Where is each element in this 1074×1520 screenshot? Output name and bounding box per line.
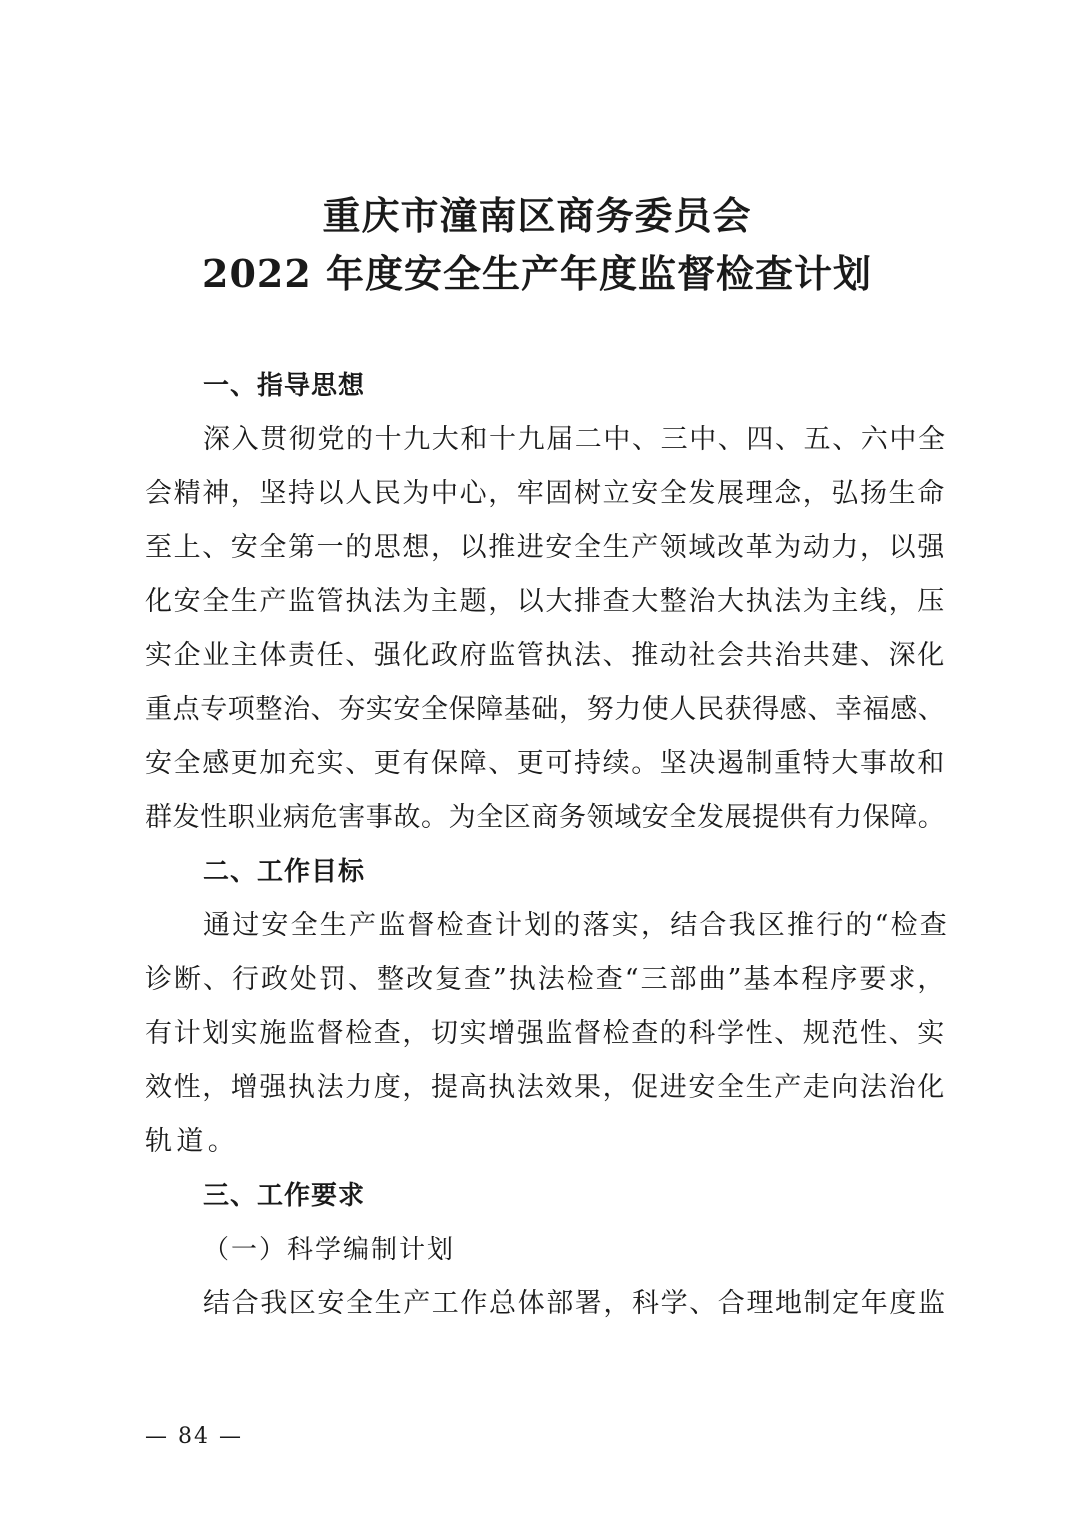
paragraph-line: 深入贯彻党的十九大和十九届二中、三中、四、五、六中全 bbox=[203, 424, 947, 455]
paragraph-line: 化安全生产监管执法为主题，以大排查大整治大执法为主线，压 bbox=[145, 586, 946, 617]
paragraph-line: 会精神，坚持以人民为中心，牢固树立安全发展理念，弘扬生命 bbox=[145, 478, 946, 509]
paragraph-line: 安全感更加充实、更有保障、更可持续。坚决遏制重特大事故和 bbox=[145, 748, 946, 779]
paragraph-line: 效性，增强执法力度，提高执法效果，促进安全生产走向法治化 bbox=[145, 1072, 946, 1103]
paragraph-line: 结合我区安全生产工作总体部署，科学、合理地制定年度监 bbox=[203, 1288, 947, 1319]
paragraph-line: 通过安全生产监督检查计划的落实，结合我区推行的“检查 bbox=[203, 910, 950, 941]
section-heading-work-goals: 二、工作目标 bbox=[203, 857, 366, 887]
section-heading-work-requirements: 三、工作要求 bbox=[203, 1181, 366, 1211]
paragraph-line: 重点专项整治、夯实安全保障基础，努力使人民获得感、幸福感、 bbox=[145, 694, 946, 725]
subsection-heading: （一）科学编制计划 bbox=[203, 1235, 456, 1265]
paragraph-line: 轨道。 bbox=[145, 1126, 240, 1157]
document-title-line1: 重庆市潼南区商务委员会 bbox=[322, 193, 752, 238]
paragraph-line: 群发性职业病危害事故。为全区商务领域安全发展提供有力保障。 bbox=[145, 802, 946, 833]
paragraph-line: 至上、安全第一的思想，以推进安全生产领域改革为动力，以强 bbox=[145, 532, 946, 563]
section-heading-guiding-ideology: 一、指导思想 bbox=[203, 371, 366, 401]
paragraph-line: 实企业主体责任、强化政府监管执法、推动社会共治共建、深化 bbox=[145, 640, 946, 671]
document-title-line2: 2022 年度安全生产年度监督检查计划 bbox=[202, 251, 872, 296]
paragraph-line: 有计划实施监督检查，切实增强监督检查的科学性、规范性、实 bbox=[145, 1018, 946, 1049]
page-number: — 84 — bbox=[145, 1424, 243, 1449]
paragraph-line: 诊断、行政处罚、整改复查”执法检查“三部曲”基本程序要求， bbox=[145, 964, 947, 995]
